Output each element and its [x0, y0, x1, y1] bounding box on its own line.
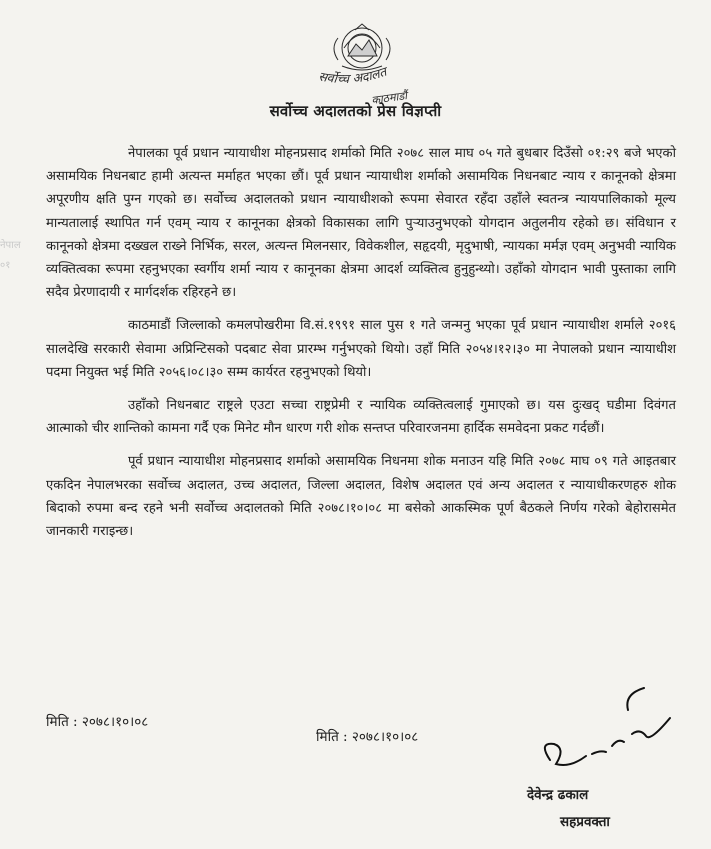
seal-text-top: सर्वोच्च अदालत — [317, 63, 389, 86]
paragraph: काठमाडौं जिल्लाको कमलपोखरीमा वि.सं.१९९१ साल पुस १ गते जन्मनु भएका पूर्व प्रधान न्यायाधीश शर्माले २०१६ सालदेखि सरकारी सेवामा अप्रिन्टिसको पदबाट सेवा प्रारम्भ गर्नुभएको थियो। उहाँ मिति २०५४।१२।३० मा नेपालको प्रधान न्यायाधीश पदमा नियुक्त भई मिति २०५६।०८।३० सम्म कार्यरत रहनुभएको थियो। — [46, 318, 676, 380]
paragraph: उहाँको निधनबाट राष्ट्रले एउटा सच्चा राष्ट्रप्रेमी र न्यायिक व्यक्तित्वलाई गुमाएको छ। यस दुःखद् घडीमा दिवंगत आत्माको चीर शान्तिको कामना गर्दै एक मिनेट मौन धारण गरी शोक सन्तप्त परिवारजनमा हार्दिक समवेदना प्रकट गर्दछौं। — [46, 398, 676, 437]
signer-designation: सहप्रवक्ता — [560, 814, 610, 830]
paragraph: नेपालका पूर्व प्रधान न्यायाधीश मोहनप्रसाद शर्माको मिति २०७८ साल माघ ०५ गते बुधबार दिउँसो ०१:२९ बजे भएको असामयिक निधनबाट हामी अत्यन्त मर्माहत भएका छौं। पूर्व प्रधान न्यायाधीश शर्माको असामयिक निधनबाट न्याय र कानूनको क्षेत्रमा अपूरणीय क्षति पुग्न गएको छ। सर्वोच्च अदालतको प्रधान न्यायाधीशको रूपमा सेवारत रहँदा उहाँले स्वतन्त्र न्यायपालिकाको मूल्य मान्यतालाई स्थापित गर्न एवम् न्याय र कानूनका क्षेत्रको विकासका लागि पुऱ्याउनुभएको योगदान अतुलनीय रहेको छ। संविधान र कानूनको क्षेत्रमा दख्खल राख्ने निर्भिक, सरल, अत्यन्त मिलनसार, विवेकशील, सहृदयी, मृदुभाषी, न्यायका मर्मज्ञ एवम् अनुभवी न्यायिक व्यक्तित्वका रूपमा रहनुभएका स्वर्गीय शर्मा न्याय र कानूनका क्षेत्रमा आदर्श व्यक्तित्व हुनुहुन्थ्यो। उहाँको योगदान भावी पुस्ताका लागि सदैव प्रेरणादायी र मार्गदर्शक रहिरहने छ। — [46, 146, 676, 301]
document-body — [46, 142, 676, 553]
date-center: मिति : २०७८।१०।०८ — [316, 729, 419, 745]
handwritten-signature — [520, 680, 680, 780]
bleed-line: ०१ — [0, 260, 11, 271]
paragraph: पूर्व प्रधान न्यायाधीश मोहनप्रसाद शर्माको असामयिक निधनमा शोक मनाउन यहि मिति २०७८ माघ ०९ गते आइतबार एकदिन नेपालभरका सर्वोच्च अदालत, उच्च अदालत, जिल्ला अदालत, विशेष अदालत एवं अन्य अदालत र न्यायाधीकरणहरु शोक बिदाको रुपमा बन्द रहने भनी सर्वोच्च अदालतको मिति २०७८।१०।०८ मा बसेको आकस्मिक पूर्ण बैठकले निर्णय गरेको बेहोरासमेत जानकारी गराइन्छ। — [46, 454, 676, 540]
signer-name: देवेन्द्र ढकाल — [527, 787, 589, 803]
court-emblem — [300, 18, 430, 110]
document-title: सर्वोच्च अदालतको प्रेस विज्ञप्ती — [269, 102, 442, 120]
bleed-through-text — [0, 236, 21, 276]
seal-text-bottom: काठमाडौं — [370, 89, 408, 107]
date-left: मिति : २०७८।१०।०८ — [46, 714, 149, 730]
bleed-line: नेपाल — [0, 240, 21, 251]
